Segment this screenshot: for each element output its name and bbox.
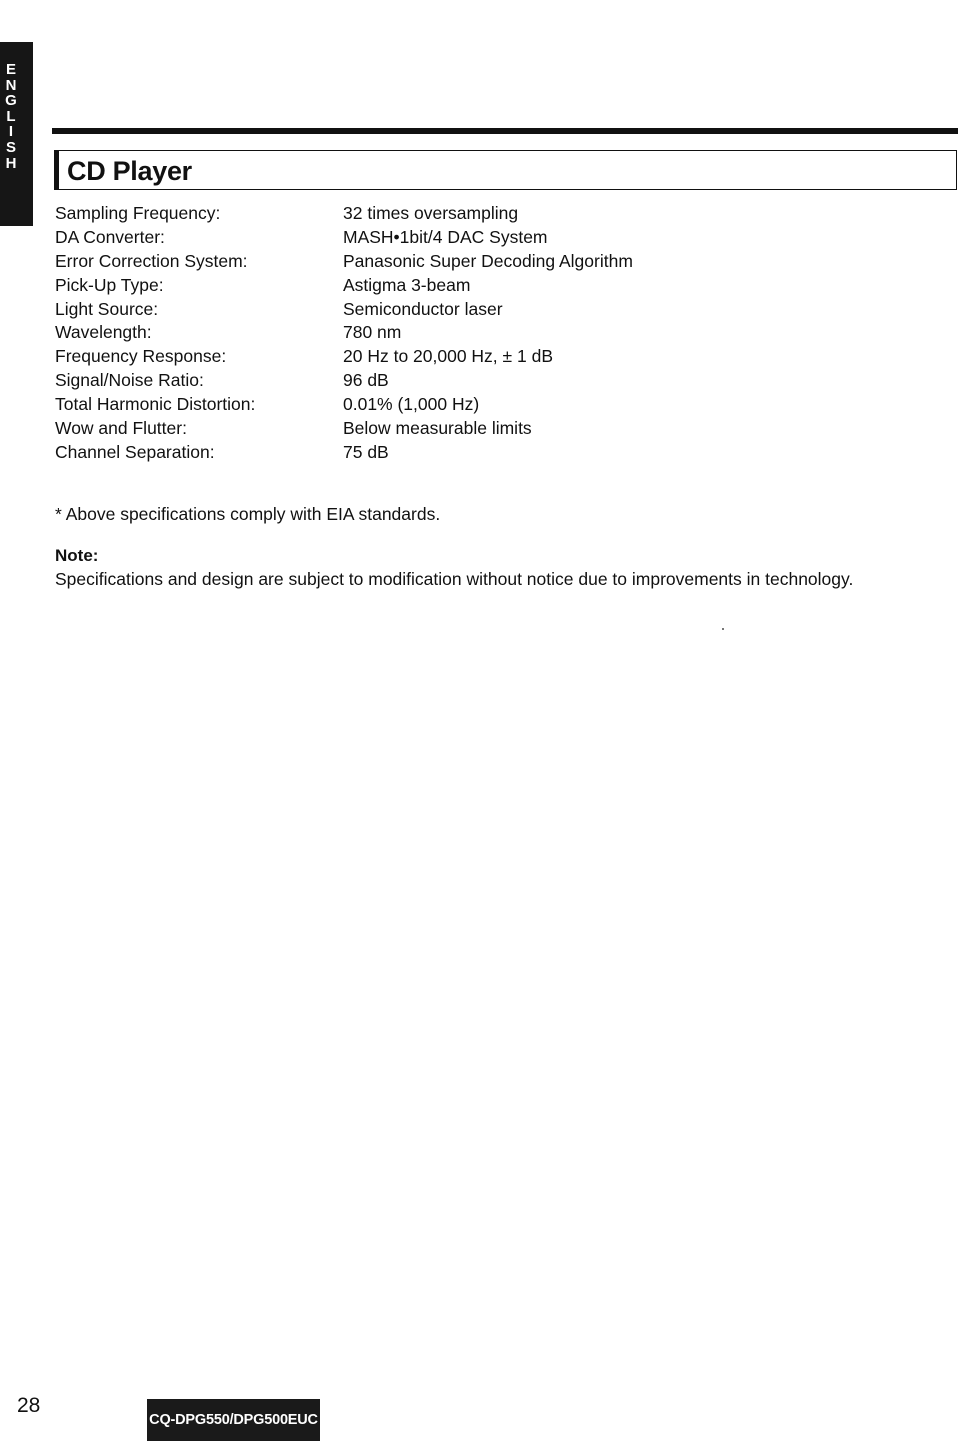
language-tab xyxy=(0,42,33,249)
spec-label: DA Converter: xyxy=(55,226,165,247)
spec-label: Wow and Flutter: xyxy=(55,418,187,439)
spec-label: Total Harmonic Distortion: xyxy=(55,394,256,415)
spec-value: Astigma 3-beam xyxy=(343,274,471,295)
spec-value: 0.01% (1,000 Hz) xyxy=(343,394,480,415)
language-letter: S xyxy=(5,138,16,156)
header-rule xyxy=(52,128,958,134)
language-letter: I xyxy=(8,123,14,141)
scan-speck xyxy=(722,628,724,630)
model-number-badge: CQ-DPG550/DPG500EUC xyxy=(147,1399,320,1441)
spec-label: Sampling Frequency: xyxy=(55,203,221,223)
section-title: CD Player xyxy=(67,156,192,186)
language-letter: H xyxy=(5,154,17,172)
language-letter: L xyxy=(6,107,16,125)
spec-label: Channel Separation: xyxy=(55,441,215,462)
spec-label: Pick-Up Type: xyxy=(55,274,164,295)
language-tab-letters xyxy=(0,62,22,171)
spec-value: 75 dB xyxy=(343,441,389,462)
note-text: Specifications and design are subject to modification without notice due to improvements in technology. xyxy=(55,569,854,589)
spec-value: 96 dB xyxy=(343,370,389,391)
spec-value: Panasonic Super Decoding Algorithm xyxy=(343,250,633,271)
section-title-box xyxy=(54,150,957,190)
language-letter: G xyxy=(5,92,17,110)
title-accent-bar xyxy=(55,151,59,189)
spec-label: Wavelength: xyxy=(55,322,152,343)
spec-value: MASH•1bit/4 DAC System xyxy=(343,226,548,247)
spec-label: Signal/Noise Ratio: xyxy=(55,370,204,391)
spec-label: Frequency Response: xyxy=(55,346,227,367)
spec-value: 32 times oversampling xyxy=(343,203,519,223)
note-heading: Note: xyxy=(55,546,99,565)
spec-value: Semiconductor laser xyxy=(343,298,503,319)
language-letter: N xyxy=(5,76,17,94)
spec-value: 780 nm xyxy=(343,322,402,343)
eia-footnote: * Above specifications comply with EIA standards. xyxy=(55,504,441,524)
language-page-number: 22 xyxy=(3,233,19,249)
footer-page-number: 28 xyxy=(17,1394,41,1417)
spec-label: Error Correction System: xyxy=(55,250,248,271)
spec-label: Light Source: xyxy=(55,298,159,319)
language-letter: E xyxy=(5,61,16,78)
spec-value: Below measurable limits xyxy=(343,418,532,439)
spec-value: 20 Hz to 20,000 Hz, ± 1 dB xyxy=(343,346,553,367)
